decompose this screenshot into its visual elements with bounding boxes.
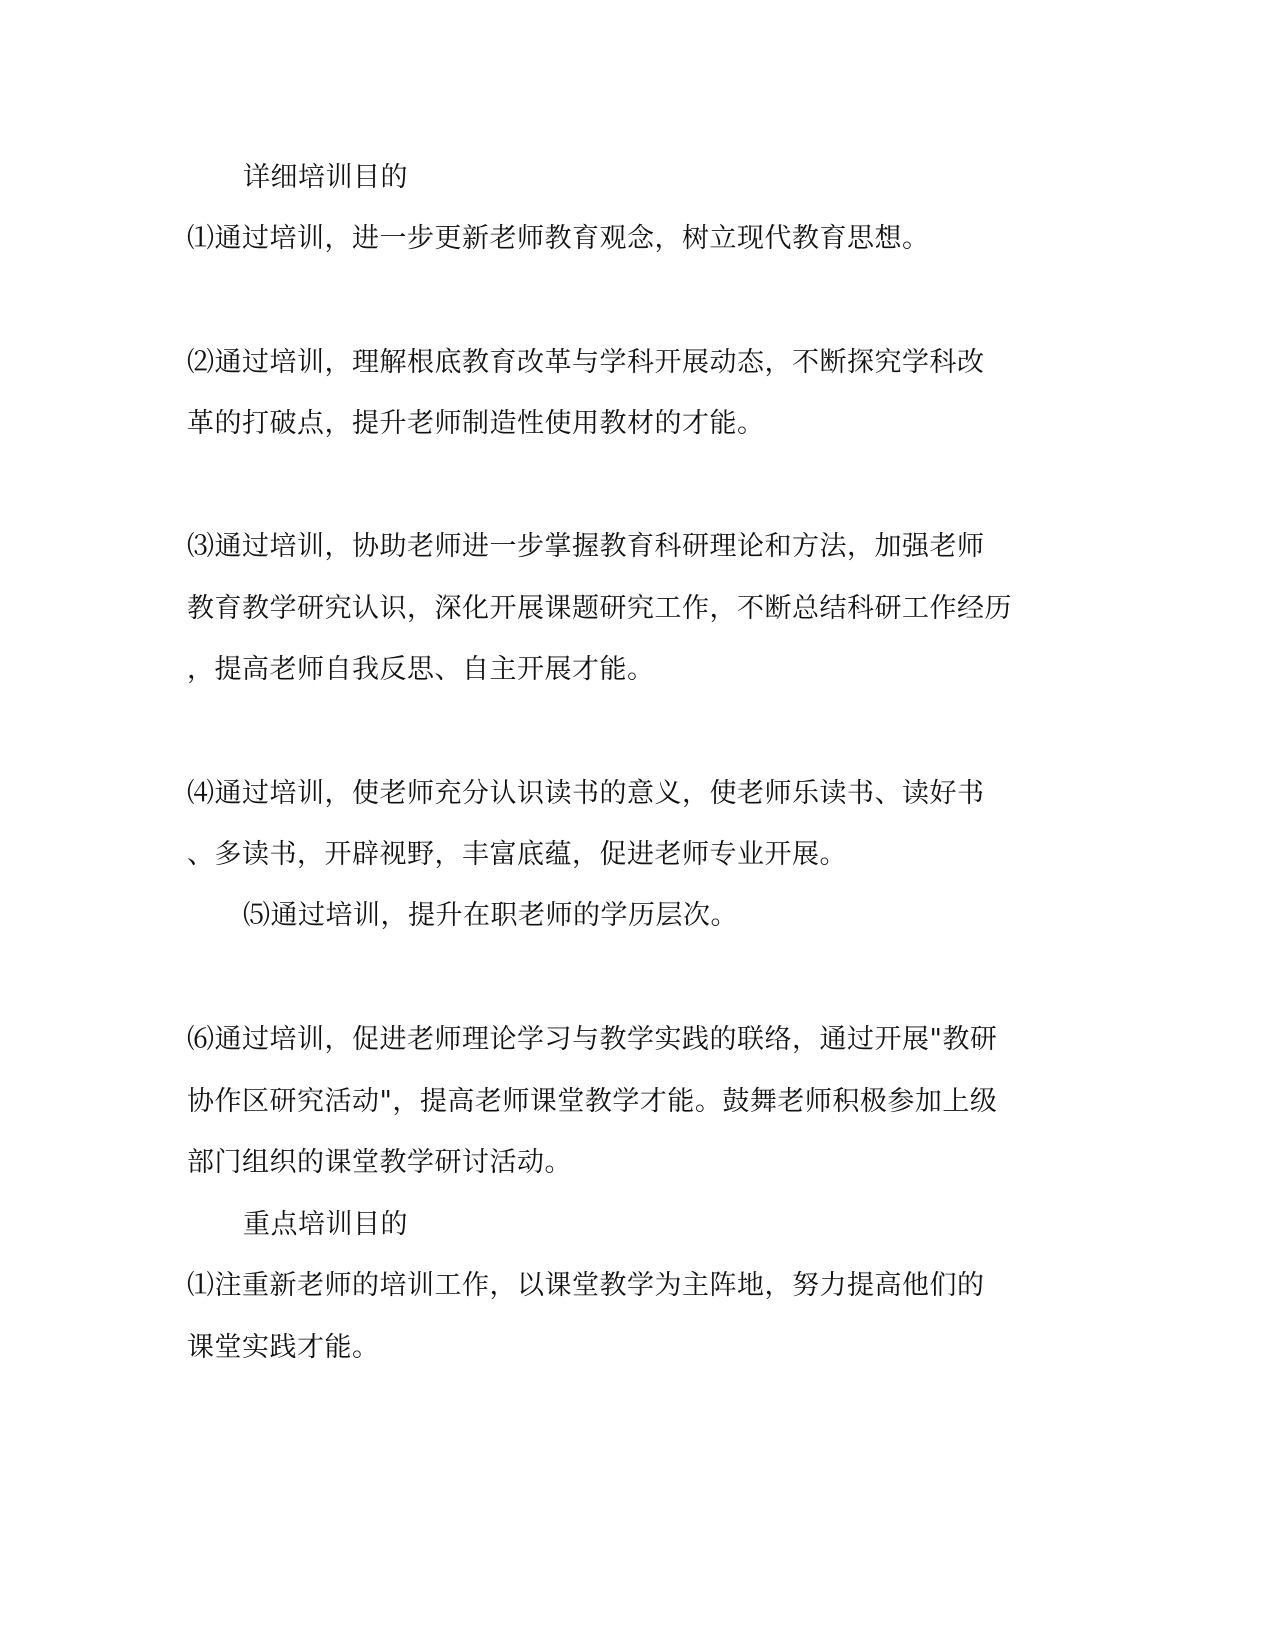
paragraph-line: 协作区研究活动"，提高老师课堂教学才能。鼓舞老师积极参加上级 xyxy=(187,1086,998,1117)
section-heading-detailed: 详细培训目的 xyxy=(243,162,408,193)
paragraph-line: ⑶通过培训，协助老师进一步掌握教育科研理论和方法，加强老师 xyxy=(187,531,985,562)
paragraph-line: 课堂实践才能。 xyxy=(187,1332,380,1363)
paragraph-line: 部门组织的课堂教学研讨活动。 xyxy=(187,1147,572,1178)
paragraph-line: 、多读书，开辟视野，丰富底蕴，促进老师专业开展。 xyxy=(187,839,847,870)
paragraph-line: 教育教学研究认识，深化开展课题研究工作，不断总结科研工作经历 xyxy=(187,593,1012,624)
section-heading-key: 重点培训目的 xyxy=(243,1209,408,1240)
paragraph-line: ⑷通过培训，使老师充分认识读书的意义，使老师乐读书、读好书 xyxy=(187,778,985,809)
paragraph-line: ，提高老师自我反思、自主开展才能。 xyxy=(187,654,655,685)
paragraph-line: ⑸通过培训，提升在职老师的学历层次。 xyxy=(243,900,738,931)
paragraph-line: ⑴通过培训，进一步更新老师教育观念，树立现代教育思想。 xyxy=(187,223,930,254)
paragraph-line: 革的打破点，提升老师制造性使用教材的才能。 xyxy=(187,408,765,439)
paragraph-line: ⑵通过培训，理解根底教育改革与学科开展动态，不断探究学科改 xyxy=(187,347,985,378)
paragraph-line: ⑴注重新老师的培训工作，以课堂教学为主阵地，努力提高他们的 xyxy=(187,1270,985,1301)
paragraph-line: ⑹通过培训，促进老师理论学习与教学实践的联络，通过开展"教研 xyxy=(187,1024,998,1055)
